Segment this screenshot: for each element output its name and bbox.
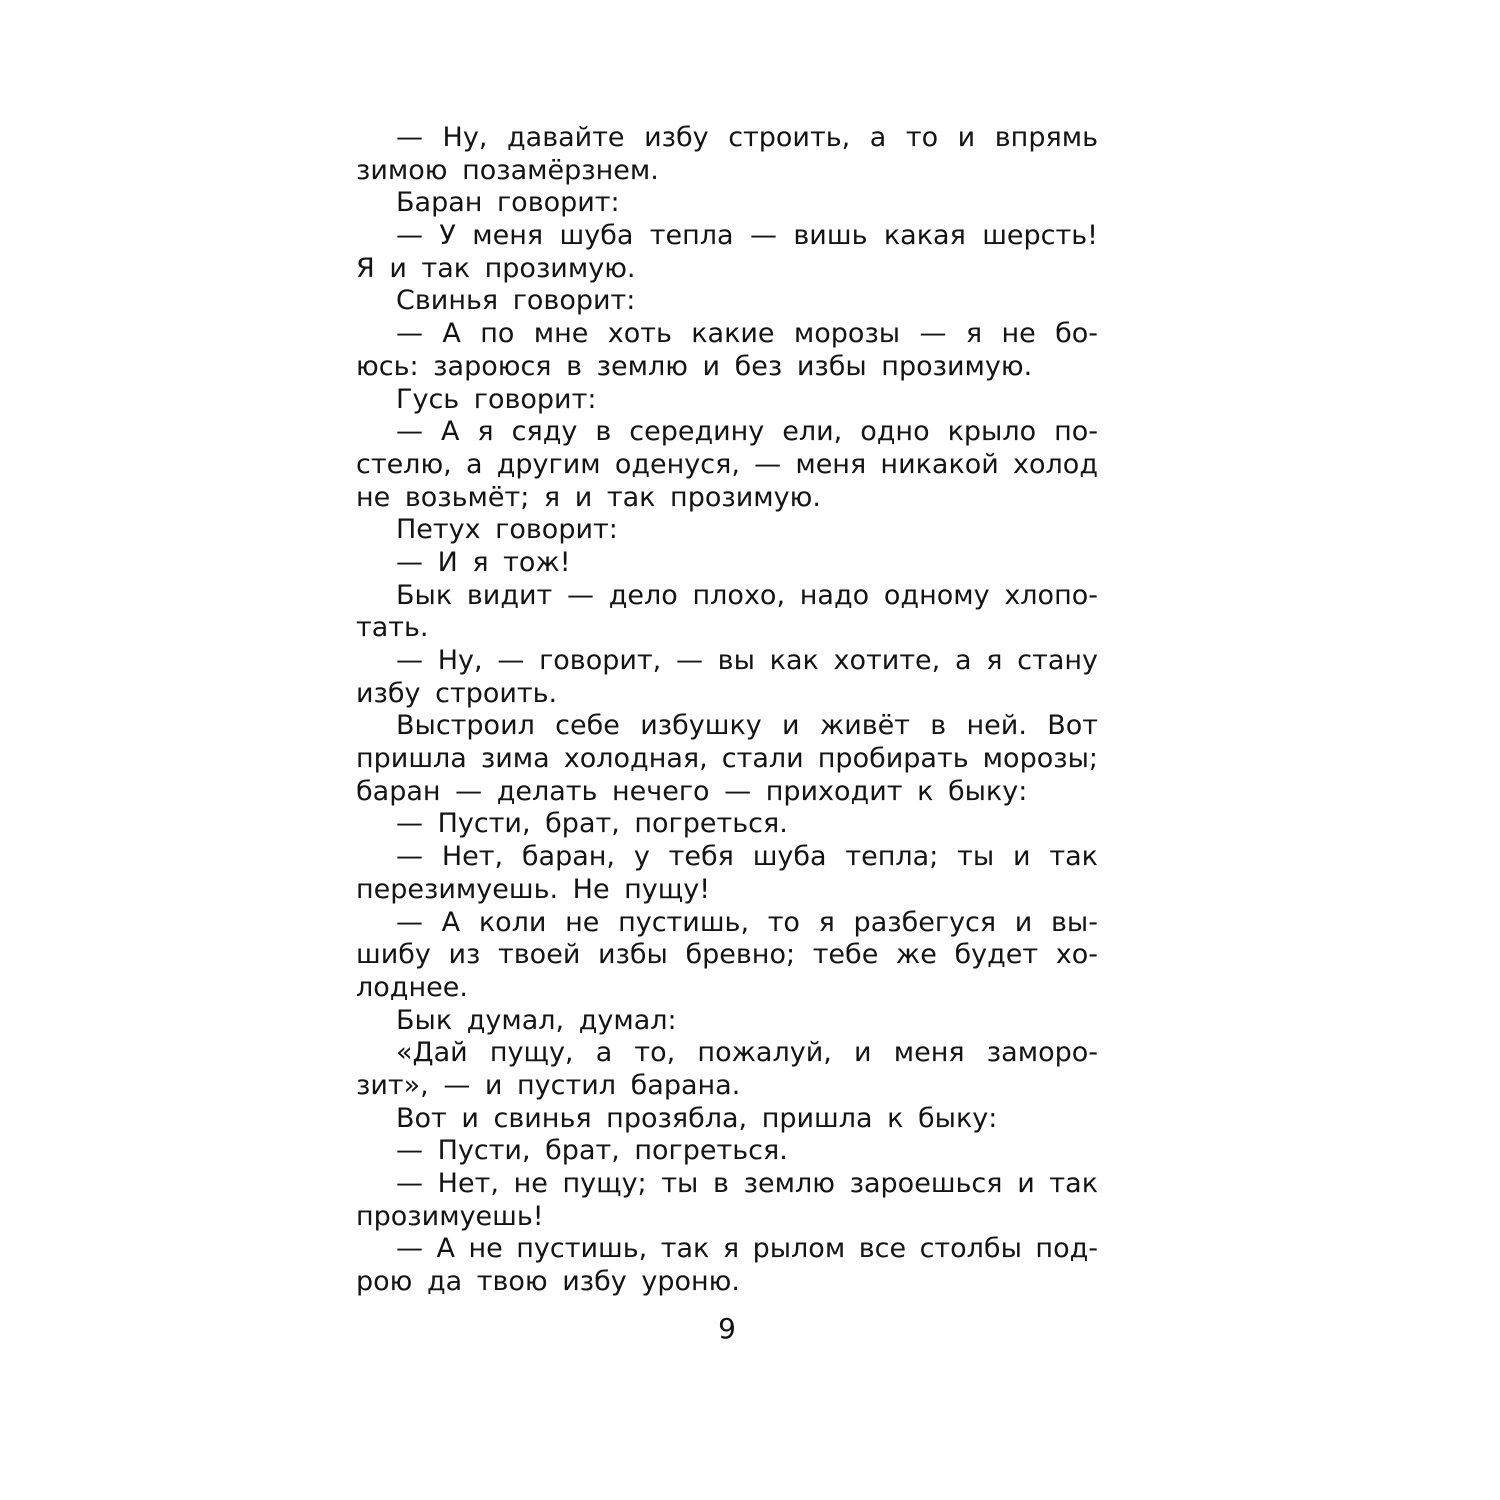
text-line: зимою позамёрзнем.	[356, 154, 659, 186]
text-line: — Нет, не пущу; ты в землю зароешься и так	[396, 1168, 1098, 1199]
text-line: лоднее.	[356, 971, 468, 1003]
text-line: юсь: зароюся в землю и без избы прозимую.	[356, 350, 1033, 382]
text-line: Гусь говорит:	[396, 383, 597, 415]
text-line: — А по мне хоть какие морозы — я не бо-	[396, 318, 1098, 350]
text-line: Выстроил себе избушку и живёт в ней. Вот	[396, 710, 1098, 742]
text-line: — А коли не пустишь, то я разбегуся и вы-	[396, 906, 1098, 938]
text-line: прозимуешь!	[356, 1200, 544, 1232]
text-line: — И я тож!	[396, 546, 571, 578]
text-line: — Пусти, брат, погреться.	[396, 808, 788, 840]
page-number: 9	[718, 1312, 736, 1345]
text-line: Бык думал, думал:	[396, 1004, 677, 1036]
text-line: избу строить.	[356, 677, 558, 709]
text-line: шибу из твоей избы бревно; тебе же будет хо-	[356, 939, 1098, 971]
text-line: Свинья говорит:	[396, 285, 636, 317]
text-line: пришла зима холодная, стали пробирать морозы;	[356, 743, 1098, 775]
text-line: — У меня шуба тепла — вишь какая шерсть!	[396, 220, 1098, 252]
text-line: — Пусти, брат, погреться.	[396, 1135, 788, 1167]
text-line: — Нет, баран, у тебя шуба тепла; ты и так	[396, 841, 1098, 873]
text-line: тать.	[356, 612, 429, 644]
text-line: «Дай пущу, а то, пожалуй, и меня заморо-	[396, 1037, 1098, 1069]
text-line: стелю, а другим оденуся, — меня никакой холод	[356, 448, 1098, 480]
page-body-text	[356, 122, 1098, 1299]
text-line: не возьмёт; я и так прозимую.	[356, 481, 821, 513]
text-line: перезимуешь. Не пущу!	[356, 873, 711, 905]
text-line: Вот и свинья прозябла, пришла к быку:	[396, 1102, 998, 1134]
text-line: Баран говорит:	[396, 187, 620, 219]
text-line: рою да твою избу уроню.	[356, 1266, 740, 1298]
text-line: баран — делать нечего — приходит к быку:	[356, 775, 1028, 807]
text-line: Бык видит — дело плохо, надо одному хлопо-	[396, 579, 1098, 611]
text-line: — Ну, давайте избу строить, а то и впрямь	[396, 122, 1098, 153]
text-line: Петух говорит:	[396, 514, 618, 546]
text-line: — А я сяду в середину ели, одно крыло по-	[396, 416, 1098, 448]
text-line: зит», — и пустил барана.	[356, 1069, 741, 1101]
text-line: — Ну, — говорит, — вы как хотите, а я стану	[396, 645, 1098, 676]
text-line: Я и так прозимую.	[356, 252, 636, 284]
text-line: — А не пустишь, так я рылом все столбы под-	[396, 1233, 1098, 1265]
